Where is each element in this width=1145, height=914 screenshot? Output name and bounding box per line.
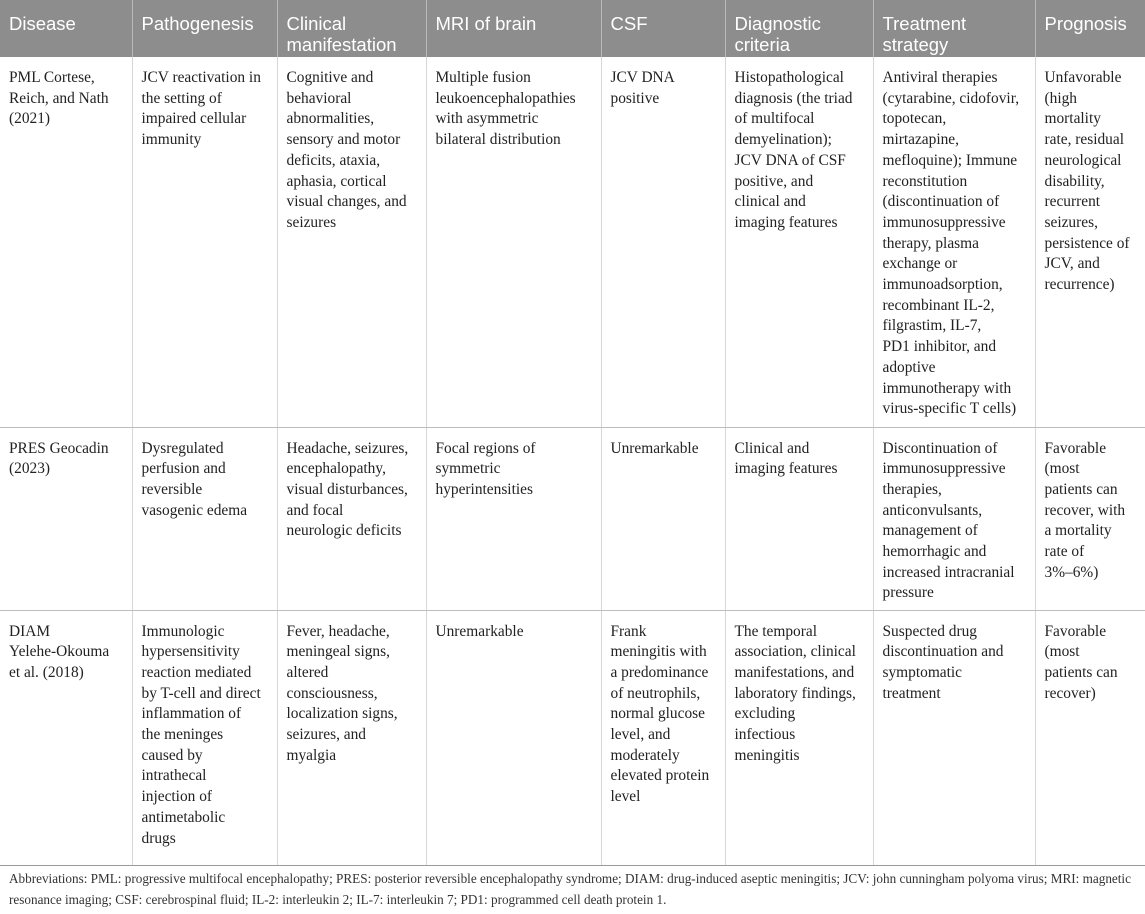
cell-disease: PRES Geocadin (2023)	[0, 427, 132, 610]
cell-pathogenesis: JCV reactivation in the setting of impaired cellular immunity	[132, 57, 277, 427]
cell-mri-of-brain: Focal regions of symmetric hyperintensities	[426, 427, 601, 610]
cell-diagnostic-criteria: Histopathological diagnosis (the triad of multifocal demyelination); JCV DNA of CSF positive, and clinical and imaging features	[725, 57, 873, 427]
header-clinical-manifestation: Clinical manifestation	[277, 0, 426, 57]
cell-pathogenesis: Dysregulated perfusion and reversible vasogenic edema	[132, 427, 277, 610]
cell-csf: Unremarkable	[601, 427, 725, 610]
abbreviations-footnote: Abbreviations: PML: progressive multifocal encephalopathy; PRES: posterior reversible encephalopathy syndrome; DIAM: drug-induced aseptic meningitis; JCV: john cunningham polyoma virus; MRI: magnetic resonance imaging; CSF: cerebrospinal fluid; IL-2: interleukin 2; IL-7: interleukin 7; PD1: programmed cell death protein 1.	[9, 871, 1131, 907]
header-diagnostic-criteria: Diagnostic criteria	[725, 0, 873, 57]
cell-disease: DIAM Yelehe-Okouma et al. (2018)	[0, 610, 132, 865]
cell-mri-of-brain: Multiple fusion leukoencephalopathies with asymmetric bilateral distribution	[426, 57, 601, 427]
table-row	[0, 427, 1145, 610]
cell-clinical-manifestation: Fever, headache, meningeal signs, altered consciousness, localization signs, seizures, and myalgia	[277, 610, 426, 865]
cell-pathogenesis: Immunologic hypersensitivity reaction mediated by T-cell and direct inflammation of the meninges caused by intrathecal injection of antimetabolic drugs	[132, 610, 277, 865]
cell-diagnostic-criteria: Clinical and imaging features	[725, 427, 873, 610]
table-header	[0, 0, 1145, 57]
header-pathogenesis: Pathogenesis	[132, 0, 277, 57]
header-prognosis: Prognosis	[1035, 0, 1145, 57]
header-row	[0, 0, 1145, 57]
header-disease: Disease	[0, 0, 132, 57]
cell-clinical-manifestation: Headache, seizures, encephalopathy, visual disturbances, and focal neurologic deficits	[277, 427, 426, 610]
cell-treatment-strategy: Antiviral therapies (cytarabine, cidofovir, topotecan, mirtazapine, mefloquine); Immune reconstitution (discontinuation of immunosuppressive therapy, plasma exchange or immunoadsorption, recombinant IL-2, filgrastim, IL-7, PD1 inhibitor, and adoptive immunotherapy with virus-specific T cells)	[873, 57, 1035, 427]
table-body	[0, 57, 1145, 865]
cell-clinical-manifestation: Cognitive and behavioral abnormalities, sensory and motor deficits, ataxia, aphasia, cortical visual changes, and seizures	[277, 57, 426, 427]
cell-prognosis: Favorable (most patients can recover, with a mortality rate of 3%–6%)	[1035, 427, 1145, 610]
cell-treatment-strategy: Discontinuation of immunosuppressive therapies, anticonvulsants, management of hemorrhagic and increased intracranial pressure	[873, 427, 1035, 610]
cell-mri-of-brain: Unremarkable	[426, 610, 601, 865]
cell-csf: Frank meningitis with a predominance of neutrophils, normal glucose level, and moderately elevated protein level	[601, 610, 725, 865]
table-row	[0, 610, 1145, 865]
cell-treatment-strategy: Suspected drug discontinuation and symptomatic treatment	[873, 610, 1035, 865]
header-treatment-strategy: Treatment strategy	[873, 0, 1035, 57]
cell-prognosis: Unfavorable (high mortality rate, residual neurological disability, recurrent seizures, persistence of JCV, and recurrence)	[1035, 57, 1145, 427]
header-csf: CSF	[601, 0, 725, 57]
cell-csf: JCV DNA positive	[601, 57, 725, 427]
header-mri-of-brain: MRI of brain	[426, 0, 601, 57]
cell-disease: PML Cortese, Reich, and Nath (2021)	[0, 57, 132, 427]
cell-prognosis: Favorable (most patients can recover)	[1035, 610, 1145, 865]
cell-diagnostic-criteria: The temporal association, clinical manifestations, and laboratory findings, excluding infectious meningitis	[725, 610, 873, 865]
table-row	[0, 57, 1145, 427]
